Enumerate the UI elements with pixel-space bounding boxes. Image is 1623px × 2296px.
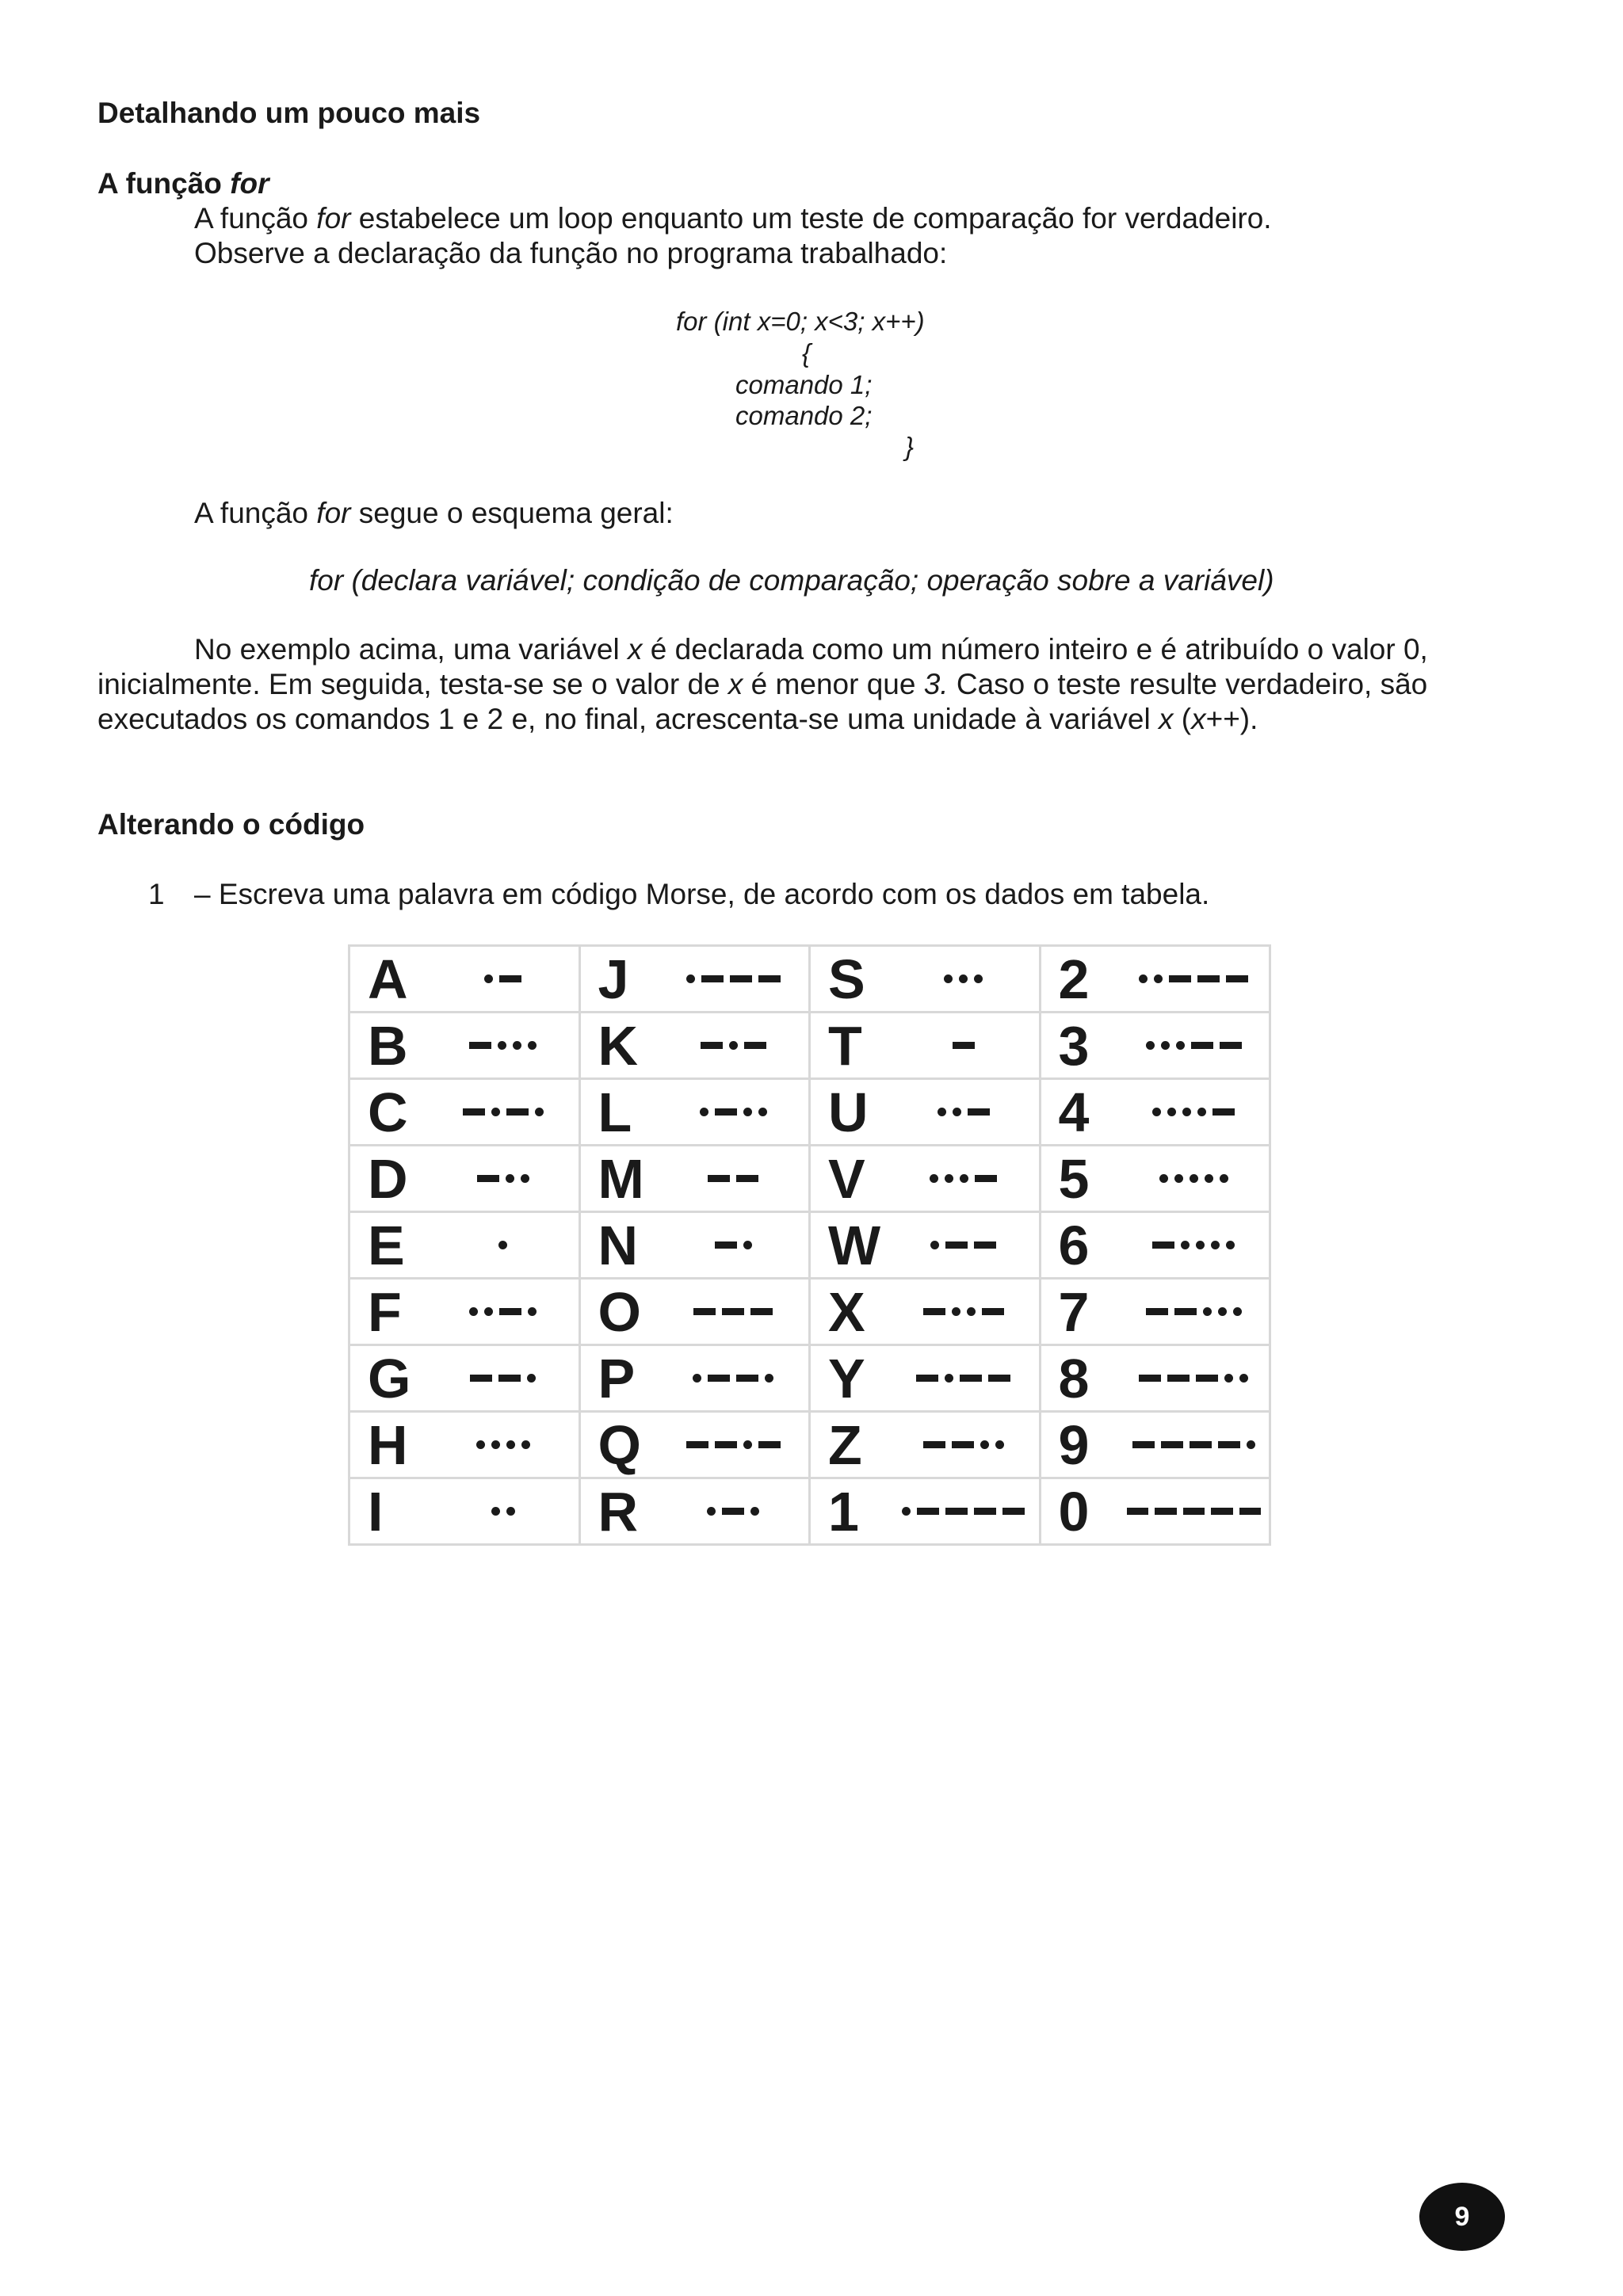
morse-dot [980, 1440, 989, 1449]
morse-dash [506, 1108, 529, 1116]
morse-dot [1190, 1174, 1198, 1183]
exercise-text: – Escreva uma palavra em código Morse, de acordo com os dados em tabela. [194, 878, 1210, 910]
morse-code-symbols [666, 1171, 801, 1187]
morse-dot [521, 1440, 530, 1449]
morse-dash [975, 1175, 997, 1182]
morse-code-symbols [1127, 1238, 1262, 1253]
morse-dot [700, 1108, 708, 1116]
subheading-prefix: A função [97, 167, 231, 200]
morse-code-symbols [666, 1304, 801, 1320]
morse-dash [499, 1308, 521, 1315]
morse-code-symbols [436, 1304, 571, 1320]
section-heading-detalhando: Detalhando um pouco mais [97, 97, 481, 129]
explain-l2-num: 3. [923, 668, 949, 700]
morse-code-symbols [896, 1038, 1031, 1054]
morse-code-symbols [896, 1171, 1031, 1187]
morse-cell [810, 946, 1041, 1013]
morse-dash [974, 1241, 996, 1249]
schema-intro-suffix: segue o esquema geral: [350, 497, 674, 529]
morse-dot [1174, 1174, 1183, 1183]
morse-cell [579, 946, 810, 1013]
morse-row [349, 946, 1270, 1013]
morse-row [349, 1013, 1270, 1079]
morse-dot [686, 974, 695, 983]
morse-character: O [598, 1280, 641, 1343]
morse-character: X [828, 1280, 865, 1343]
morse-cell [810, 1146, 1041, 1212]
morse-dash [1169, 975, 1191, 982]
intro-paragraph [97, 201, 1524, 271]
morse-character: C [368, 1081, 408, 1143]
morse-dot [1218, 1307, 1227, 1316]
morse-dot [484, 974, 493, 983]
explain-l3-var: x [1158, 703, 1174, 735]
morse-dot [469, 1307, 478, 1316]
morse-cell [1040, 946, 1270, 1013]
morse-dot [743, 1241, 752, 1249]
morse-row [349, 1412, 1270, 1478]
morse-code-symbols [666, 1104, 801, 1120]
morse-dash [715, 1241, 737, 1249]
explain-l3-a: executados os comandos 1 e 2 e, no final, acrescenta-se uma unidade à variável [97, 703, 1159, 735]
morse-cell [349, 1146, 580, 1212]
morse-character: 5 [1058, 1147, 1090, 1210]
morse-character: V [828, 1147, 865, 1210]
explain-line-3 [97, 702, 1524, 737]
morse-cell [349, 1412, 580, 1478]
morse-code-symbols [436, 1238, 571, 1253]
morse-dot [707, 1507, 716, 1516]
morse-dot [1146, 1041, 1155, 1050]
explain-l2-var: x [727, 668, 743, 700]
morse-code-symbols [896, 1371, 1031, 1386]
morse-dash [722, 1308, 744, 1315]
explain-line-2 [97, 667, 1524, 702]
morse-dash [945, 1241, 968, 1249]
morse-code-symbols [666, 1437, 801, 1453]
morse-character: 7 [1058, 1280, 1090, 1343]
morse-code-symbols [1127, 1171, 1262, 1187]
explain-l1-c: é declarada como um número inteiro e é atribuído o valor 0, [642, 633, 1428, 666]
morse-dot [498, 1041, 506, 1050]
morse-dot [952, 1307, 960, 1316]
morse-dash [923, 1441, 945, 1448]
morse-dash [736, 1175, 758, 1182]
morse-cell [349, 1079, 580, 1146]
intro-line-1 [97, 201, 1524, 236]
exercise-number: 1 [148, 878, 165, 910]
morse-dot [960, 1174, 968, 1183]
morse-dot [1226, 1241, 1235, 1249]
schema-intro [194, 497, 674, 530]
morse-code-symbols [1127, 1104, 1262, 1120]
morse-dash [499, 975, 521, 982]
morse-code-symbols [666, 1371, 801, 1386]
morse-code-table [348, 944, 1271, 1546]
intro-line-1-suffix: estabelece um loop enquanto um teste de comparação for verdadeiro. [350, 202, 1272, 235]
morse-dot [1181, 1241, 1190, 1249]
morse-dash [736, 1375, 758, 1382]
morse-dot [506, 1440, 515, 1449]
morse-dot [528, 1307, 537, 1316]
morse-cell [1040, 1013, 1270, 1079]
morse-cell [810, 1478, 1041, 1545]
morse-dash [1183, 1508, 1205, 1515]
morse-cell [810, 1345, 1041, 1412]
morse-dot [945, 1374, 953, 1383]
morse-cell [579, 1345, 810, 1412]
morse-character: E [368, 1214, 405, 1276]
morse-character: A [368, 948, 408, 1010]
morse-dash [469, 1042, 491, 1049]
morse-code-symbols [896, 971, 1031, 987]
morse-dot [1211, 1241, 1220, 1249]
morse-character: 1 [828, 1480, 859, 1543]
morse-dash [477, 1175, 499, 1182]
explain-l3-var2: x [1191, 703, 1206, 735]
morse-dot [967, 1307, 976, 1316]
morse-dot [959, 974, 968, 983]
explain-l2-e: Caso o teste resulte verdadeiro, são [948, 668, 1428, 700]
morse-dot [1182, 1108, 1191, 1116]
morse-dot [944, 974, 953, 983]
morse-code-symbols [436, 1504, 571, 1520]
morse-dot [491, 1507, 500, 1516]
morse-dot [521, 1174, 529, 1183]
morse-cell [579, 1013, 810, 1079]
morse-row [349, 1079, 1270, 1146]
morse-cell [1040, 1079, 1270, 1146]
morse-dash [1167, 1375, 1190, 1382]
morse-dot [765, 1374, 773, 1383]
morse-cell [810, 1279, 1041, 1345]
morse-dash [730, 975, 752, 982]
morse-code-symbols [436, 1437, 571, 1453]
morse-character: T [828, 1014, 862, 1077]
morse-code-symbols [896, 1504, 1031, 1520]
code-line-1: for (int x=0; x<3; x++) [676, 307, 925, 336]
morse-cell [579, 1146, 810, 1212]
code-line-3: comando 1; [735, 370, 873, 399]
morse-character: R [598, 1480, 639, 1543]
morse-cell [349, 1478, 580, 1545]
morse-dash [750, 1308, 773, 1315]
morse-dot [938, 1108, 946, 1116]
morse-character: Q [598, 1413, 641, 1476]
morse-dash [715, 1441, 737, 1448]
morse-character: S [828, 948, 865, 1010]
code-line-4: comando 2; [735, 401, 873, 430]
explain-l1-a: No exemplo acima, uma variável [194, 633, 628, 666]
morse-code-symbols [1127, 1504, 1262, 1520]
morse-code-symbols [436, 1171, 571, 1187]
morse-dot [930, 1241, 939, 1249]
morse-dash [1212, 1108, 1235, 1116]
code-line-5: } [905, 432, 915, 461]
explain-line-1 [97, 632, 1524, 667]
morse-dash [701, 1042, 723, 1049]
morse-dot [953, 1108, 961, 1116]
morse-dot [1247, 1440, 1255, 1449]
morse-dash [1197, 975, 1220, 982]
explain-l3-c: ( [1173, 703, 1192, 735]
morse-character: 2 [1058, 948, 1090, 1010]
morse-dot [491, 1108, 500, 1116]
morse-code-symbols [666, 971, 801, 987]
morse-character: L [598, 1081, 632, 1143]
morse-dot [729, 1041, 738, 1050]
morse-dash [693, 1308, 716, 1315]
morse-dash [1218, 1441, 1240, 1448]
morse-cell [349, 1345, 580, 1412]
morse-dot [995, 1440, 1004, 1449]
morse-cell [579, 1412, 810, 1478]
morse-dot [1220, 1174, 1228, 1183]
morse-row [349, 1146, 1270, 1212]
morse-dash [758, 975, 781, 982]
morse-dot [528, 1041, 537, 1050]
morse-dash [463, 1108, 485, 1116]
morse-character: Y [828, 1347, 865, 1409]
morse-dash [470, 1375, 492, 1382]
morse-character: M [598, 1147, 644, 1210]
morse-dot [902, 1507, 911, 1516]
morse-dot [1154, 974, 1163, 983]
morse-code-symbols [1127, 971, 1262, 987]
morse-dash [1174, 1308, 1197, 1315]
morse-dash [917, 1508, 939, 1515]
morse-cell [1040, 1279, 1270, 1345]
morse-dot [1197, 1108, 1206, 1116]
morse-character: B [368, 1014, 408, 1077]
morse-dash [945, 1508, 968, 1515]
morse-cell [349, 946, 580, 1013]
morse-dash [1226, 975, 1248, 982]
morse-character: H [368, 1413, 408, 1476]
morse-cell [579, 1279, 810, 1345]
morse-dot [1205, 1174, 1213, 1183]
morse-row [349, 1478, 1270, 1545]
morse-dash [701, 975, 724, 982]
intro-line-2: Observe a declaração da função no programa trabalhado: [194, 237, 948, 269]
morse-character: D [368, 1147, 408, 1210]
morse-dash [968, 1108, 990, 1116]
morse-character: 6 [1058, 1214, 1090, 1276]
morse-row [349, 1345, 1270, 1412]
morse-cell [810, 1079, 1041, 1146]
morse-dash [722, 1508, 744, 1515]
schema-general-form: for (declara variável; condição de comparação; operação sobre a variável) [309, 564, 1274, 597]
morse-dot [535, 1108, 544, 1116]
morse-character: F [368, 1280, 402, 1343]
morse-code-symbols [666, 1504, 801, 1520]
section-heading-alterando: Alterando o código [97, 808, 365, 841]
morse-cell [810, 1212, 1041, 1279]
morse-dot [1233, 1307, 1242, 1316]
morse-dot [1176, 1041, 1185, 1050]
morse-character: 3 [1058, 1014, 1090, 1077]
morse-dot [1167, 1108, 1176, 1116]
morse-dash [988, 1375, 1010, 1382]
morse-dash [1190, 1441, 1212, 1448]
morse-dash [974, 1508, 996, 1515]
morse-dash [686, 1441, 708, 1448]
morse-character: 9 [1058, 1413, 1090, 1476]
morse-cell [1040, 1478, 1270, 1545]
morse-character: 0 [1058, 1480, 1090, 1543]
morse-dot [693, 1374, 701, 1383]
page-number-badge [1419, 2183, 1505, 2251]
morse-dash [916, 1375, 938, 1382]
morse-character: 8 [1058, 1347, 1090, 1409]
morse-cell [579, 1478, 810, 1545]
morse-dash [1139, 1375, 1161, 1382]
morse-character: G [368, 1347, 411, 1409]
morse-dash [923, 1308, 945, 1315]
morse-dot [476, 1440, 485, 1449]
explain-l2-c: é menor que [743, 668, 924, 700]
morse-code-symbols [1127, 1038, 1262, 1054]
morse-dash [982, 1308, 1004, 1315]
morse-code-symbols [436, 971, 571, 987]
morse-dot [1152, 1108, 1161, 1116]
morse-dot [930, 1174, 938, 1183]
morse-dot [513, 1041, 521, 1050]
morse-code-symbols [896, 1304, 1031, 1320]
morse-dot [743, 1440, 752, 1449]
morse-dash [1127, 1508, 1149, 1515]
morse-dash [708, 1175, 730, 1182]
morse-cell [1040, 1212, 1270, 1279]
morse-dash [952, 1441, 974, 1448]
morse-code-symbols [436, 1038, 571, 1054]
morse-dash [708, 1375, 730, 1382]
morse-dash [1161, 1441, 1183, 1448]
morse-dot [527, 1374, 536, 1383]
morse-dot [506, 1174, 514, 1183]
morse-dot [1224, 1374, 1233, 1383]
page-number: 9 [1454, 2201, 1470, 2232]
subheading-keyword: for [230, 167, 269, 200]
morse-dash [1132, 1441, 1155, 1448]
morse-code-symbols [896, 1437, 1031, 1453]
morse-code-symbols [1127, 1371, 1262, 1386]
morse-cell [579, 1212, 810, 1279]
morse-character: I [368, 1480, 384, 1543]
morse-dash [960, 1375, 982, 1382]
intro-line-1-prefix: A função [194, 202, 317, 235]
schema-intro-prefix: A função [194, 497, 317, 529]
explain-l3-e: ++). [1205, 703, 1258, 735]
morse-dash [1152, 1241, 1174, 1249]
morse-code-symbols [666, 1238, 801, 1253]
explain-l2-a: inicialmente. Em seguida, testa-se se o valor de [97, 668, 728, 700]
morse-dot [1196, 1241, 1205, 1249]
morse-dash [1155, 1508, 1177, 1515]
morse-character: J [598, 948, 629, 1010]
morse-dash [1191, 1042, 1213, 1049]
intro-line-1-keyword: for [316, 202, 351, 235]
morse-dash [1196, 1375, 1218, 1382]
morse-character: Z [828, 1413, 862, 1476]
morse-cell [810, 1412, 1041, 1478]
morse-row [349, 1279, 1270, 1345]
morse-code-symbols [436, 1104, 571, 1120]
morse-code-symbols [666, 1038, 801, 1054]
morse-cell [1040, 1146, 1270, 1212]
morse-cell [349, 1212, 580, 1279]
morse-character: U [828, 1081, 869, 1143]
morse-code-symbols [896, 1238, 1031, 1253]
morse-dash [498, 1375, 521, 1382]
schema-intro-keyword: for [316, 497, 351, 529]
morse-character: P [598, 1347, 636, 1409]
morse-dot [506, 1507, 515, 1516]
morse-dot [1161, 1041, 1170, 1050]
morse-code-symbols [1127, 1304, 1262, 1320]
morse-character: N [598, 1214, 639, 1276]
morse-dash [758, 1441, 781, 1448]
morse-dot [945, 1174, 953, 1183]
morse-code-symbols [896, 1104, 1031, 1120]
morse-dash [1239, 1508, 1262, 1515]
morse-dash [715, 1108, 737, 1116]
morse-dot [1159, 1174, 1168, 1183]
morse-dash [744, 1042, 766, 1049]
morse-code-symbols [436, 1371, 571, 1386]
morse-cell [1040, 1412, 1270, 1478]
morse-cell [349, 1013, 580, 1079]
explain-paragraph [97, 632, 1524, 737]
morse-dash [953, 1042, 975, 1049]
subheading-funcao-for [97, 167, 269, 200]
morse-cell [349, 1279, 580, 1345]
morse-character: W [828, 1214, 881, 1276]
morse-dot [484, 1307, 493, 1316]
morse-dot [1239, 1374, 1248, 1383]
morse-character: K [598, 1014, 639, 1077]
morse-code-symbols [1127, 1437, 1262, 1453]
morse-dot [750, 1507, 759, 1516]
explain-l1-var: x [628, 633, 643, 666]
morse-dot [491, 1440, 500, 1449]
morse-cell [1040, 1345, 1270, 1412]
morse-row [349, 1212, 1270, 1279]
morse-cell [579, 1079, 810, 1146]
morse-dot [1139, 974, 1148, 983]
morse-dot [974, 974, 983, 983]
morse-dash [1146, 1308, 1168, 1315]
morse-dot [498, 1241, 507, 1249]
code-line-2: { [802, 338, 812, 368]
morse-dash [1002, 1508, 1025, 1515]
morse-cell [810, 1013, 1041, 1079]
morse-dot [758, 1108, 767, 1116]
morse-character: 4 [1058, 1081, 1090, 1143]
morse-dot [743, 1108, 752, 1116]
morse-dash [1211, 1508, 1233, 1515]
morse-dash [1220, 1042, 1242, 1049]
morse-dot [1203, 1307, 1212, 1316]
